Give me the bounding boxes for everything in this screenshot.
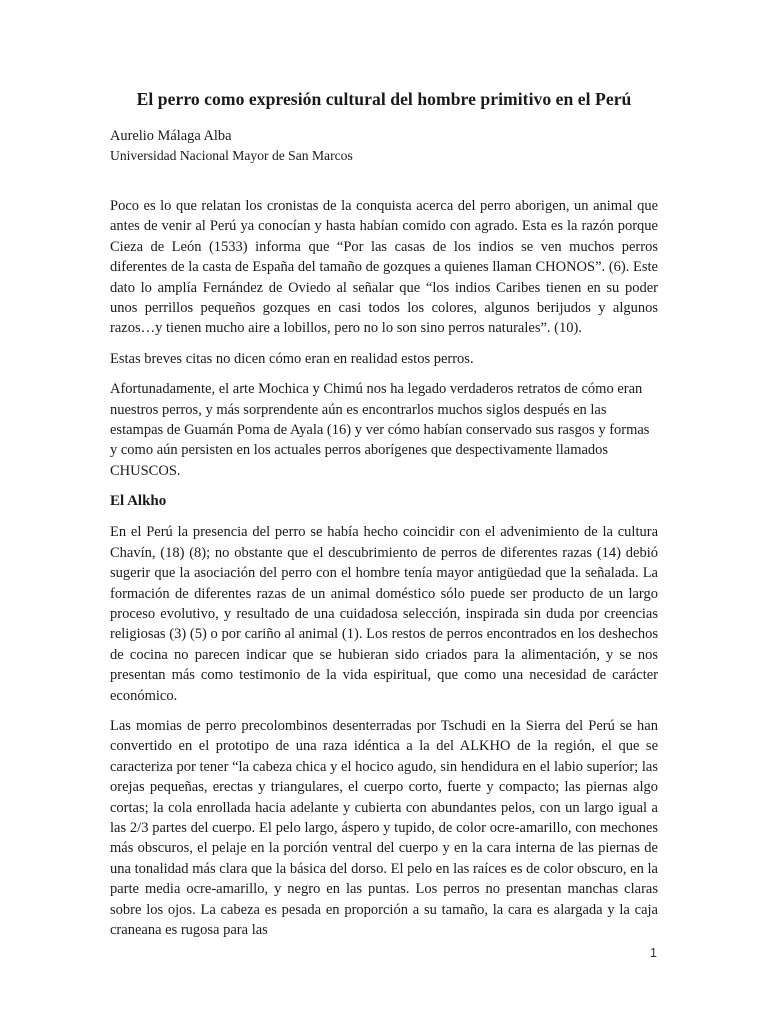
section-heading: El Alkho (110, 493, 167, 510)
document-title: El perro como expresión cultural del hombre primitivo en el Perú (136, 89, 632, 109)
section-paragraph-2: Las momias de perro precolombinos desenterradas por Tschudi en la Sierra del Perú se han convertido en el prototipo de una raza idéntica a la del ALKHO de la región, el que se caracteriza por tener “la cabeza chica y el hocico agudo, sin hendidura en el labio superíor; las orejas pequeñas, erectas y triangulares, el cuerpo corto, fuerte y compacto; las piernas algo cortas; la cola enrollada hacia adelante y cubierta con abundantes pelos, con un largo igual a las 2/3 partes del cuerpo. El pelo largo, áspero y tupido, de color ocre-amarillo, con mechones más obscuros, el pelaje en la porción ventral del cuerpo y en la cara interna de las piernas de una tonalidad más clara que la básica del dorso. El pelo en las raíces es de color obscuro, en la parte media ocre-amarillo, y negro en las puntas. Los perros no presentan manchas claras sobre los ojos. La cabeza es pesada en proporción a su tamaño, la cara es alargada y la caja craneana es rugosa para las (110, 717, 658, 938)
author-affiliation: Universidad Nacional Mayor de San Marcos (110, 148, 353, 163)
page-content (110, 88, 658, 950)
paragraph-3: Afortunadamente, el arte Mochica y Chimú nos ha legado verdaderos retratos de cómo eran nuestros perros, y más sorprendente aún es encontrarlos muchos siglos después en las estampas de Guamán Poma de Ayala (16) y ver cómo habían conservado sus rasgos y formas y como aún persisten en los actuales perros aborígenes que despectivamente llamados CHUSCOS. (110, 381, 650, 479)
author-name: Aurelio Málaga Alba (110, 128, 232, 144)
page-number: 1 (650, 946, 657, 960)
paragraph-2: Estas breves citas no dicen cómo eran en realidad estos perros. (110, 350, 474, 367)
section-paragraph-1: En el Perú la presencia del perro se había hecho coincidir con el advenimiento de la cultura Chavín, (18) (8); no obstante que el descubrimiento de perros de diferentes razas (14) debió sugerir que la asociación del perro con el hombre tenía mayor antigüedad que la señalada. La formación de diferentes razas de un animal doméstico sólo puede ser producto de un largo proceso evolutivo, y resultado de una cuidadosa selección, inspirada sin duda por creencias religiosas (3) (5) o por cariño al animal (1). Los restos de perros encontrados en los deshechos de cocina no parecen indicar que se hubieran sido criados para la alimentación, y se nos presentan más como testimonio de la vida espiritual, que como una necesidad de carácter económico. (110, 524, 658, 704)
paragraph-1: Poco es lo que relatan los cronistas de la conquista acerca del perro aborigen, un animal que antes de venir al Perú ya conocían y hasta habían comido con agrado. Esta es la razón porque Cieza de León (1533) informa que “Por las casas de los indios se ven muchos perros diferentes de la casta de España del tamaño de gozques a quienes llaman CHONOS”. (6). Este dato lo amplía Fernández de Oviedo al señalar que “los indios Caribes tienen en su poder unos perrillos pequeños gozques en casi todos los colores, algunos berijudos y algunos razos…y tienen mucho aire a lobillos, pero no lo son sino perros naturales”. (10). (110, 198, 658, 337)
